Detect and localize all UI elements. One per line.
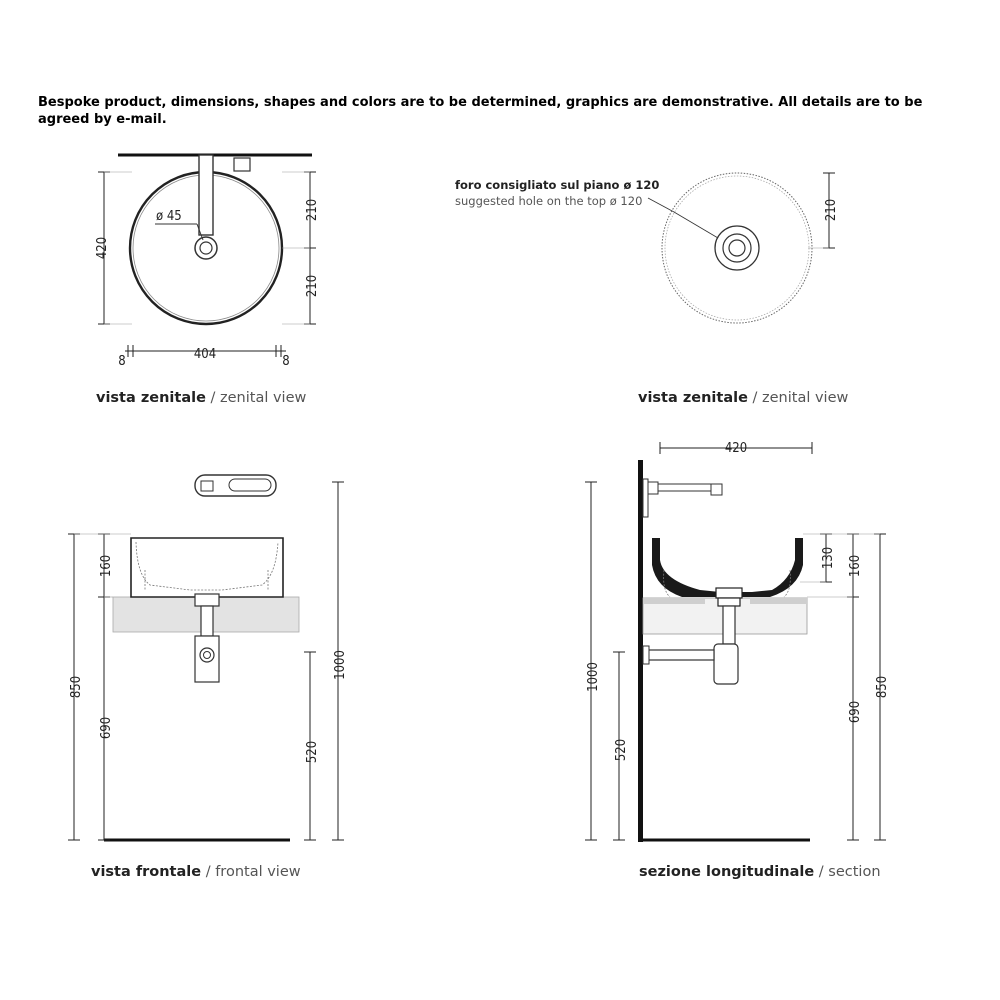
hole-note-english: suggested hole on the top ø 120 <box>455 194 643 208</box>
title-zenital-view-right: vista zenitale / zenital view <box>638 390 849 406</box>
wall-tap-frontal <box>195 475 276 496</box>
title-section-view: sezione longitudinale / section <box>639 864 881 880</box>
dim-section-below: 690 <box>848 700 863 724</box>
dim-zenital-height: 420 <box>95 236 110 260</box>
dim-zenital-left-margin: 8 <box>118 354 126 369</box>
dim-line-zenital-halves <box>282 172 316 324</box>
disclaimer-note: Bespoke product, dimensions, shapes and colors are to be determined, graphics are demonstrative. All details are to be agreed by e-mail. <box>38 95 923 127</box>
dim-section-total: 850 <box>875 675 890 699</box>
dim-frontal-overall: 1000 <box>333 650 348 680</box>
dim-zenital-lower: 210 <box>305 274 320 298</box>
dim-frontal-tap: 520 <box>305 740 320 764</box>
basin-section <box>643 538 807 684</box>
dim-section-overall: 1000 <box>586 662 601 692</box>
countertop-hole-outline <box>648 173 812 323</box>
dim-zenital-upper: 210 <box>305 198 320 222</box>
drain-diameter-label: ø 45 <box>156 209 182 224</box>
dim-frontal-below: 690 <box>99 716 114 740</box>
dim-section-width: 420 <box>724 441 748 456</box>
dim-frontal-total: 850 <box>69 675 84 699</box>
dim-section-tap: 520 <box>614 738 629 762</box>
hole-note-italian: foro consigliato sul piano ø 120 <box>455 178 660 192</box>
dim-lines-section-right <box>800 534 886 840</box>
dim-hole-radius: 210 <box>824 198 839 222</box>
dim-zenital-width: 404 <box>193 347 217 362</box>
dim-section-basin: 160 <box>848 554 863 578</box>
title-zenital-view-left: vista zenitale / zenital view <box>96 390 307 406</box>
wall-tap-section <box>643 479 722 517</box>
dim-zenital-right-margin: 8 <box>282 354 290 369</box>
dim-lines-section-left <box>585 482 625 840</box>
basin-frontal <box>113 538 299 682</box>
dim-section-inner: 130 <box>821 546 836 570</box>
zenital-view-basin <box>118 155 312 324</box>
dim-frontal-basin: 160 <box>99 554 114 578</box>
title-frontal-view: vista frontale / frontal view <box>91 864 301 880</box>
